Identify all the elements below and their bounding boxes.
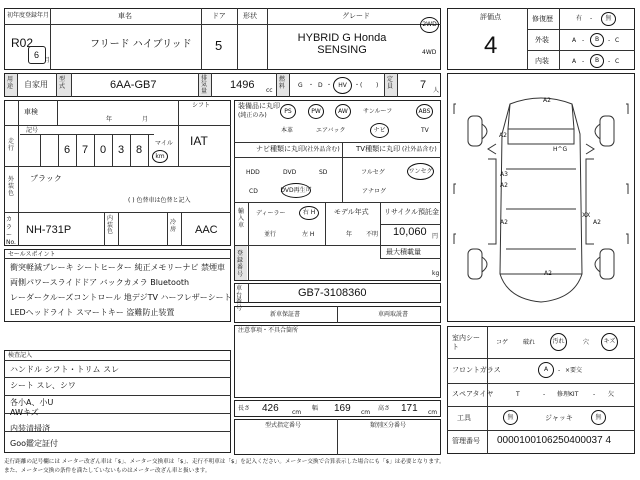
ac-value: AAC: [195, 224, 218, 236]
notes-label: 注意事項・不具合箇所: [238, 327, 299, 334]
recycle-unit: 円: [432, 233, 439, 240]
footer-line-2: また、メーター交換の条件を満たしていないものはメーター改ざん車と扱います。: [4, 468, 211, 474]
color-code-value: NH-731P: [26, 224, 72, 236]
repair-option-yes: 有: [576, 15, 583, 22]
mileage-digit-4: 3: [118, 144, 125, 156]
model-label: 形状: [243, 12, 257, 20]
displacement-label: 排気量: [201, 75, 208, 95]
width-value: 169: [334, 403, 351, 414]
max-load-unit: kg: [432, 270, 440, 277]
equipment-ps: PS: [280, 104, 296, 119]
inspection-year: 年: [106, 116, 113, 123]
diagram-label-2: A2: [499, 132, 507, 139]
first-reg-month: 6: [34, 50, 40, 60]
mileage-digit-2: 7: [82, 144, 89, 156]
equipment-airbag: エアバック: [316, 127, 346, 134]
tv-fullseg: フルセグ: [361, 169, 385, 176]
type-spec-label: 型式指定番号: [265, 422, 302, 429]
diagram-label-8: XX: [582, 212, 591, 219]
mileage-unit-mile: マイル: [155, 140, 173, 147]
fuel-selected: HV: [333, 77, 352, 94]
usage-label: 用途: [7, 76, 14, 90]
control-number-value: 0000100106250400037 4: [497, 435, 612, 446]
fuel-paren-close: ): [376, 82, 379, 89]
evaluation-label: 評価点: [480, 13, 501, 21]
equipment-sublabel: (純正のみ): [238, 112, 267, 119]
inspector-line-6: Goo鑑定証付: [10, 439, 58, 448]
exterior-option-a: A: [572, 37, 577, 44]
control-number-label: 管理番号: [452, 437, 480, 445]
spare-kit: 修理KIT: [557, 391, 579, 398]
first-reg-year: R02: [11, 36, 34, 50]
capacity-value: 7: [420, 79, 427, 91]
import-label: 輸入車: [238, 208, 245, 230]
diagram-label-5: A2: [500, 219, 508, 226]
width-label: 幅: [312, 405, 319, 412]
sales-points-label: セールスポイント: [8, 251, 56, 258]
equipment-abs: ABS: [416, 104, 433, 119]
recycle-label: リサイクル預託金: [384, 208, 440, 216]
tv-analog: アナログ: [362, 188, 387, 195]
inspector-line-3: 各小A、小U: [10, 398, 54, 407]
import-parallel: 並行: [264, 231, 277, 238]
first-reg-label: 初年度登録年月: [7, 12, 50, 19]
category-label: 類別区分番号: [370, 422, 407, 429]
color-label: 外装色: [8, 176, 15, 198]
interior-seat-label: 室内シート: [452, 334, 480, 352]
mileage-note-label: 記号: [26, 127, 39, 134]
chassis-value: GB7-3108360: [298, 287, 367, 299]
fuel-label: 燃料: [279, 76, 286, 90]
ac-label: 冷房: [170, 219, 177, 233]
footer-line-1: 走行距離の記号欄には メーター改ざん車は「$」、メーター交換車は「$」、走行不明車は「$」を記入ください。メーター交換で合算表示した場合にも「$」は必要となります。: [4, 459, 445, 465]
inspector-line-5: 内装清掃済: [10, 424, 50, 433]
length-label: 長さ: [238, 405, 251, 412]
diagram-label-6: A2: [593, 219, 601, 226]
sales-line-3: レーダークルーズコントロール 地デジTV ハーフレザーシート: [10, 293, 232, 302]
navi-dvd: DVD: [283, 169, 297, 176]
equipment-aw: AW: [335, 104, 351, 119]
exterior-option-c: C: [615, 37, 620, 44]
usage-value: 自家用: [24, 80, 48, 89]
seat-scratch: キズ: [601, 333, 618, 351]
exterior-selected: B: [590, 33, 604, 47]
jack-value: 無: [591, 410, 606, 425]
model-year-year: 年: [346, 231, 353, 238]
jack-label: ジャッキ: [545, 414, 573, 422]
fuel-paren-open: (: [360, 82, 363, 89]
displacement-value: 1496: [230, 79, 255, 91]
recycle-value: 10,060: [393, 226, 427, 238]
type-label: 型式: [59, 76, 66, 90]
warranty-manual: 車両取説書: [378, 311, 409, 318]
spare-tire-label: スペアタイヤ: [452, 390, 494, 398]
fuel-option-d: D: [318, 82, 323, 89]
inspector-line-4: AWキズ: [10, 408, 39, 417]
equipment-leather: 本革: [281, 127, 294, 134]
max-load-label: 最大積載量: [386, 248, 421, 256]
tools-label: 工具: [457, 414, 471, 422]
warranty-new: 新車保証書: [270, 311, 301, 318]
capacity-unit: 人: [433, 87, 440, 94]
mileage-label: 走行: [8, 138, 15, 153]
windshield-replace: ×要交: [565, 367, 583, 374]
seat-tear: 破れ: [523, 339, 536, 346]
inspection-label: 車検: [24, 108, 38, 116]
import-dealer: ディーラー: [256, 210, 286, 217]
grade-value: HYBRID G Honda SENSING: [297, 32, 387, 56]
repair-selected: 無: [601, 12, 616, 26]
sales-line-4: LEDヘッドライト スマートキー 盗難防止装置: [10, 308, 175, 317]
drive-2wd: 2WD: [420, 17, 439, 33]
notes-block: [234, 325, 441, 398]
import-left-hand: 左 H: [302, 231, 315, 238]
color-value: ブラック: [30, 174, 62, 183]
evaluation-score: 4: [484, 32, 498, 59]
diagram-label-1: A2: [543, 97, 551, 104]
capacity-label: 定員: [387, 76, 394, 90]
spare-t: T: [516, 391, 520, 398]
sales-line-2: 両側パワースライドドア バックカメラ Bluetooth: [10, 278, 190, 287]
diagram-label-9: A2: [544, 270, 552, 277]
navi-dvd-playback: DVD再生可: [281, 183, 311, 198]
tv-type-sub: (社外品含む): [402, 146, 437, 153]
shift-value: IAT: [190, 134, 208, 148]
mileage-digit-1: 6: [64, 144, 71, 156]
interior-option-c: C: [615, 58, 620, 65]
seat-burn: コゲ: [496, 339, 509, 346]
inspector-label: 検査記入: [8, 352, 33, 359]
exterior-label: 外装: [535, 36, 549, 44]
seat-hole: 穴: [583, 339, 590, 346]
diagram-label-7: H^G: [553, 146, 568, 153]
mileage-unit-selected: km: [152, 150, 168, 163]
import-right-hand: 右 H: [299, 206, 319, 220]
chassis-label: 車台番号: [236, 285, 243, 312]
tv-oneseg: ワンセグ: [407, 163, 434, 180]
equipment-navi: ナビ: [370, 123, 389, 138]
interior-option-a: A: [572, 58, 577, 65]
navi-sd: SD: [319, 169, 328, 176]
height-unit: cm: [428, 409, 438, 416]
door-label: ドア: [212, 12, 226, 20]
mileage-digit-3: 0: [100, 144, 107, 156]
sales-line-1: 衝突軽減ブレーキ シートヒーター 純正メモリーナビ 禁煙車: [10, 263, 225, 272]
model-year-unknown: 不明: [366, 231, 379, 238]
navi-type-sub: (社外品含む): [305, 146, 340, 153]
diagram-label-3: A3: [500, 171, 508, 178]
length-unit: cm: [292, 409, 302, 416]
shift-label: シフト: [192, 102, 211, 109]
navi-type-label: ナビ種類に丸印: [256, 145, 305, 153]
grade-label: グレード: [342, 12, 370, 20]
interior-selected: B: [590, 54, 604, 68]
displacement-unit: cc: [266, 87, 273, 94]
equipment-label: 装備品に丸印: [238, 102, 280, 110]
height-label: 高さ: [378, 405, 391, 412]
fuel-option-g: G: [298, 82, 303, 89]
door-value: 5: [215, 38, 223, 53]
diagram-label-4: A2: [500, 182, 508, 189]
model-year-label: モデル年式: [334, 208, 369, 216]
length-value: 426: [262, 403, 279, 414]
interior-label: 内装: [535, 57, 549, 65]
windshield-a: A: [538, 362, 554, 378]
inspector-line-2: シート スレ、シワ: [10, 381, 76, 390]
repair-label: 修復歴: [532, 15, 553, 23]
car-diagram: [448, 74, 634, 321]
navi-hdd: HDD: [246, 169, 260, 176]
color-note: ( ) 色替車は色替と記入: [128, 197, 191, 204]
tv-type-label: TV種類に丸印: [356, 145, 401, 153]
navi-cd: CD: [249, 188, 258, 195]
car-name-label: 車名: [118, 12, 132, 20]
inspection-month: 月: [142, 116, 149, 123]
color-code-label: カラー No.: [6, 216, 16, 247]
seat-dirt: 汚れ: [550, 333, 567, 351]
equipment-sunroof: サンルーフ: [363, 108, 393, 115]
car-name-value: フリード ハイブリッド: [90, 39, 192, 50]
inspector-line-1: ハンドル シフト・トリム スレ: [10, 365, 120, 374]
interior-color-label: 内装色: [107, 215, 114, 236]
spare-none: 欠: [608, 391, 615, 398]
equipment-pw: PW: [308, 104, 324, 119]
width-unit: cm: [361, 409, 371, 416]
first-reg-month-unit: 月: [44, 57, 51, 64]
registration-label: 登録番号: [237, 250, 244, 278]
windshield-label: フロントガラス: [452, 366, 501, 374]
equipment-tv: TV: [421, 127, 429, 134]
type-value: 6AA-GB7: [110, 79, 157, 91]
tools-value: 無: [503, 410, 518, 425]
drive-4wd: 4WD: [422, 49, 437, 56]
height-value: 171: [401, 403, 418, 414]
mileage-digit-5: 8: [136, 144, 143, 156]
